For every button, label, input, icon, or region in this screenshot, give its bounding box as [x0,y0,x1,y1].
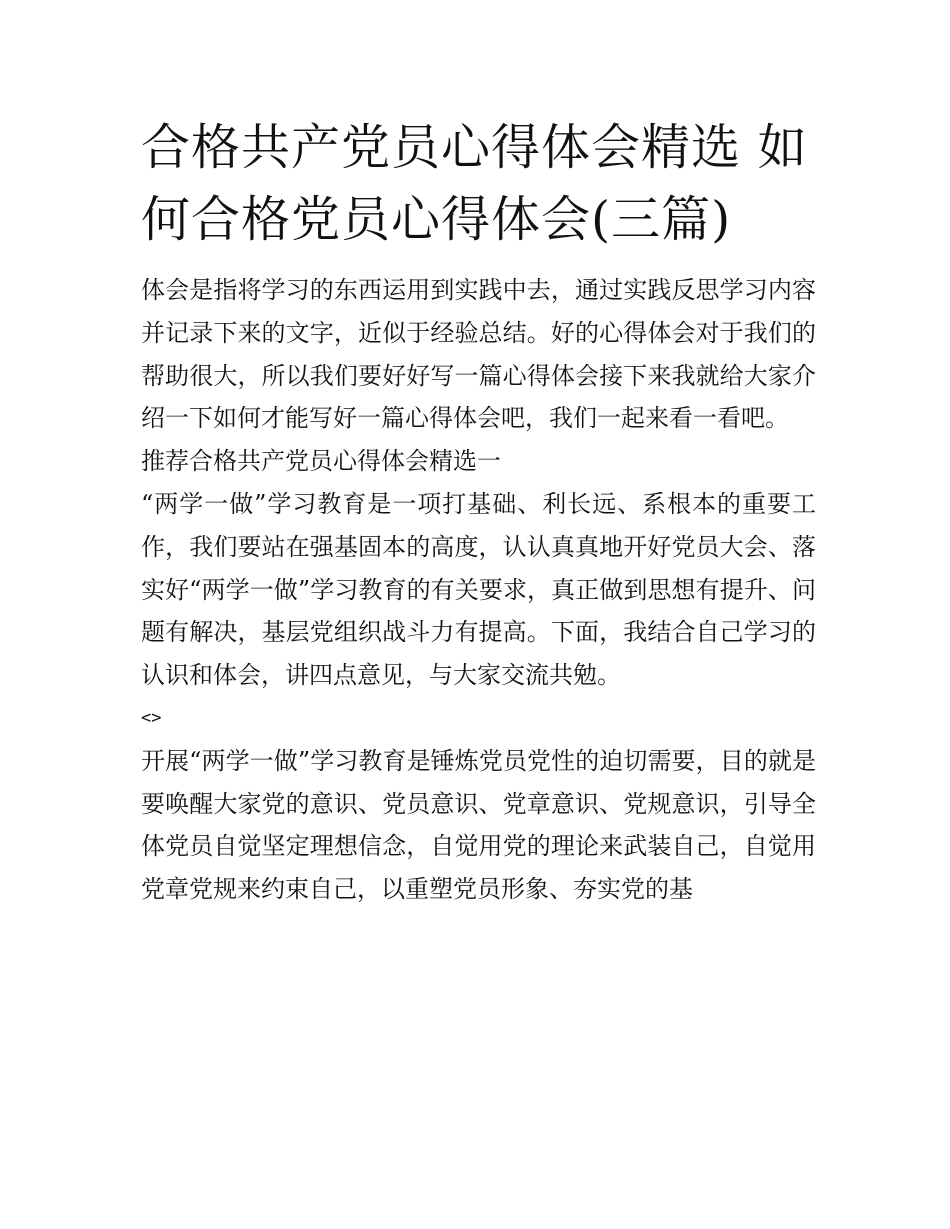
section-heading: 推荐合格共产党员心得体会精选一 [141,447,501,476]
document-title: 合格共产党员心得体会精选 如何合格党员心得体会(三篇) [141,119,808,248]
body-paragraph-2: 开展“两学一做”学习教育是锤炼党员党性的迫切需要，目的就是要唤醒大家党的意识、党员意识、党章意识、党规意识，引导全体党员自觉坚定理想信念，自觉用党的理论来武装自己，自觉用党章党规来约束自己，以重塑党员形象、夯实党的基 [141,746,816,904]
document-page [141,112,816,911]
placeholder-marker: <> [141,707,162,728]
body-paragraph-1: “两学一做”学习教育是一项打基础、利长远、系根本的重要工作，我们要站在强基固本的高度，认认真真地开好党员大会、落实好“两学一做”学习教育的有关要求，真正做到思想有提升、问题有解决，基层党组织战斗力有提高。下面，我结合自己学习的认识和体会，讲四点意见，与大家交流共勉。 [141,489,816,690]
intro-paragraph: 体会是指将学习的东西运用到实践中去，通过实践反思学习内容并记录下来的文字，近似于经验总结。好的心得体会对于我们的帮助很大，所以我们要好好写一篇心得体会接下来我就给大家介绍一下如何才能写好一篇心得体会吧，我们一起来看一看吧。 [141,276,816,433]
